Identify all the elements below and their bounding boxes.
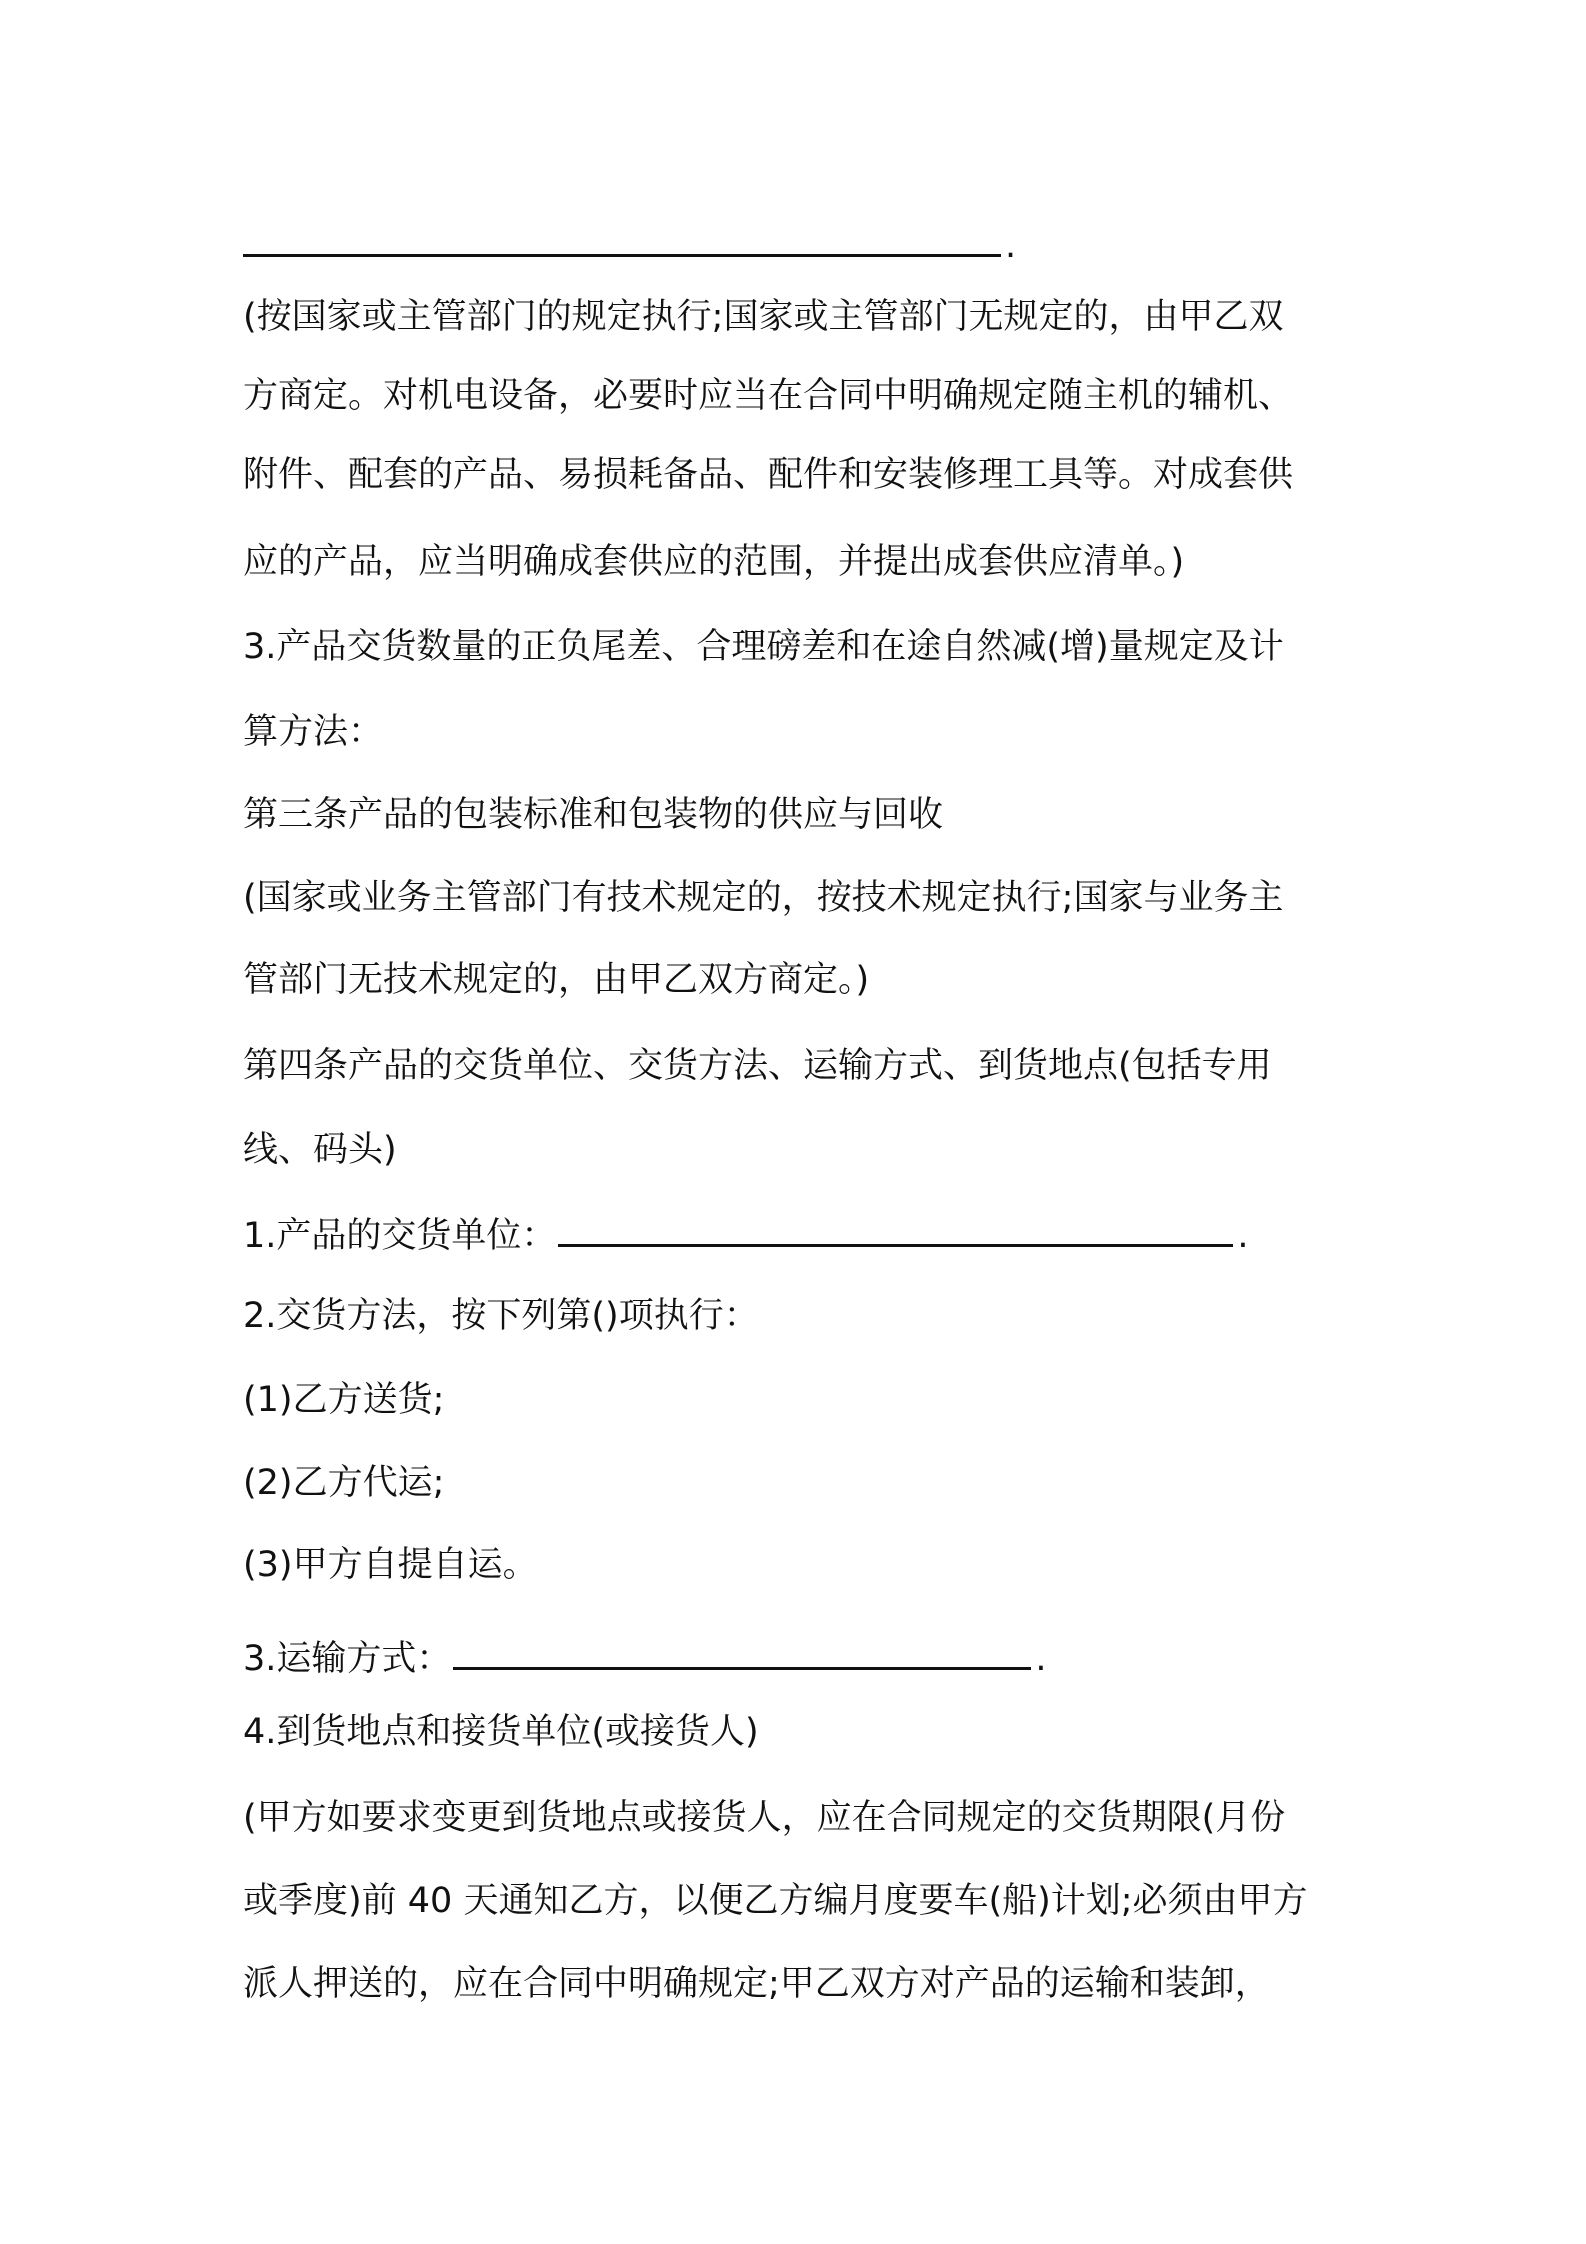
fill-in-blank[interactable] xyxy=(243,222,1001,257)
option-1: (1)乙方送货; xyxy=(243,1380,445,1420)
text-line: 方商定。对机电设备，必要时应当在合同中明确规定随主机的辅机、 xyxy=(243,376,1294,416)
item-3-heading: 3.产品交货数量的正负尾差、合理磅差和在途自然减(增)量规定及计 xyxy=(243,627,1284,667)
text-line: 管部门无技术规定的，由甲乙双方商定。) xyxy=(243,960,870,1000)
text-line: 派人押送的，应在合同中明确规定;甲乙双方对产品的运输和装卸， xyxy=(243,1964,1270,2004)
option-2: (2)乙方代运; xyxy=(243,1463,445,1503)
fill-in-suffix: . xyxy=(1005,226,1017,266)
fill-in-suffix: . xyxy=(1035,1639,1047,1679)
fill-in-line-continuation xyxy=(243,222,1363,270)
delivery-unit-blank[interactable] xyxy=(558,1212,1233,1247)
text-line: 或季度)前 40 天通知乙方，以便乙方编月度要车(船)计划;必须由甲方 xyxy=(243,1881,1308,1921)
transport-mode-label: 3.运输方式： xyxy=(243,1639,452,1679)
transport-mode-blank[interactable] xyxy=(453,1635,1031,1670)
text-line: 线、码头) xyxy=(243,1130,397,1170)
text-line: 附件、配套的产品、易损耗备品、配件和安装修理工具等。对成套供 xyxy=(243,455,1294,495)
text-line: (按国家或主管部门的规定执行;国家或主管部门无规定的，由甲乙双 xyxy=(243,297,1284,337)
item-4-heading: 4.到货地点和接货单位(或接货人) xyxy=(243,1712,759,1752)
transport-mode-line xyxy=(243,1635,1363,1683)
text-line: (甲方如要求变更到货地点或接货人，应在合同规定的交货期限(月份 xyxy=(243,1798,1286,1838)
text-line: (国家或业务主管部门有技术规定的，按技术规定执行;国家与业务主 xyxy=(243,878,1284,918)
fill-in-suffix: . xyxy=(1237,1216,1249,1256)
option-3: (3)甲方自提自运。 xyxy=(243,1545,538,1585)
delivery-unit-line xyxy=(243,1212,1363,1260)
text-line: 应的产品，应当明确成套供应的范围，并提出成套供应清单。) xyxy=(243,542,1185,582)
text-line: 算方法： xyxy=(243,712,384,752)
article-4-heading: 第四条产品的交货单位、交货方法、运输方式、到货地点(包括专用 xyxy=(243,1046,1272,1086)
delivery-unit-label: 1.产品的交货单位： xyxy=(243,1216,557,1256)
article-3-heading: 第三条产品的包装标准和包装物的供应与回收 xyxy=(243,795,944,835)
item-2-heading: 2.交货方法，按下列第()项执行： xyxy=(243,1296,759,1336)
